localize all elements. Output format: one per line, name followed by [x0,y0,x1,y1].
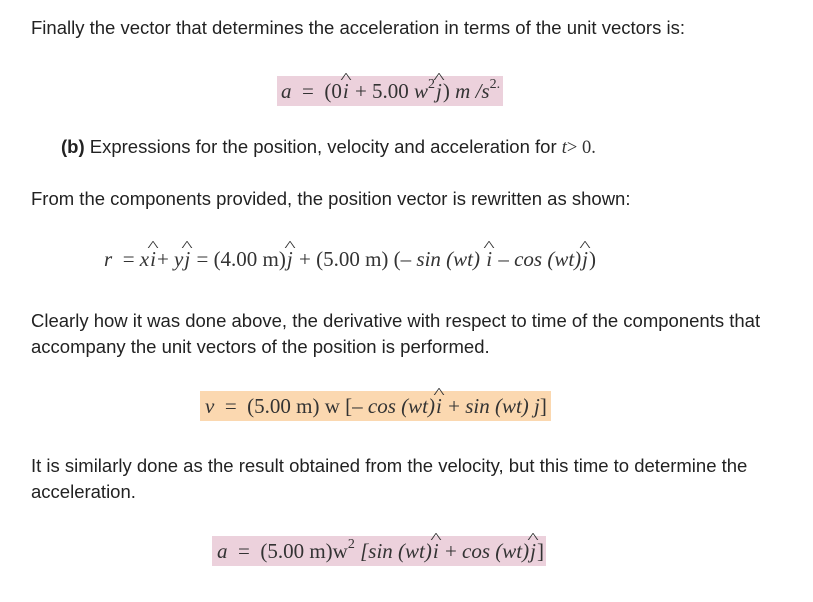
eq4-cos: cos (wt) [462,539,530,563]
eq4-plus: + [444,539,457,563]
eq1-w: w [414,79,429,103]
eq2-lhs: r [104,247,113,271]
unit-vector-j: j ^ [529,536,537,566]
eq2-x: x [139,247,150,271]
eq3-sin: sin (wt) [465,394,529,418]
eq2-plus1: + [156,247,169,271]
eq2-equals: = [122,247,135,271]
eq2-sin: sin (wt) [416,247,480,271]
eq1-exponent: 2 [428,77,436,92]
part-b-label: (b) [61,136,85,157]
eq3-close: ] [539,394,547,418]
eq3-coefficient: (5.00 m) w [247,394,340,418]
eq3-open: [– [345,394,363,418]
unit-vector-j: j ^ [581,244,589,274]
equation-acceleration [212,536,546,566]
eq4-open-sin: [sin (wt) [360,539,432,563]
eq1-unit-exponent: 2. [489,77,501,92]
paragraph-acceleration-derivation: It is similarly done as the result obtained from the velocity, but this time to determine the acceleration. [31,455,748,502]
paragraph-velocity-intro: Clearly how it was done above, the derivative with respect to time of the components that accompany the unit vectors of the position is performed. [31,310,761,357]
paragraph-part-b [61,134,596,161]
unit-vector-i: i ^ [435,391,443,421]
unit-vector-i: i ^ [432,536,440,566]
eq2-open: (– [393,247,412,271]
eq4-coefficient: (5.00 m)w [260,539,348,563]
eq2-y: y [174,247,184,271]
equation-acceleration-vector [277,76,503,106]
part-b-text: Expressions for the position, velocity and acceleration for [84,136,562,157]
eq2-plus2: + [298,247,311,271]
eq1-lhs: a [281,79,292,103]
eq1-open: (0 [324,79,342,103]
eq2-equals2: = [196,247,209,271]
eq3-plus: + [448,394,460,418]
eq2-term1: (4.00 m) [213,247,286,271]
eq3-lhs: v [205,394,215,418]
eq1-equals: = [302,79,314,103]
eq3-unit-j: j [534,394,540,418]
unit-vector-j: j ^ [183,244,191,274]
eq1-unit-s: /s [475,79,490,103]
equation-velocity [200,391,551,421]
unit-vector-j: j ^ [286,244,294,274]
unit-vector-i: i ^ [149,244,157,274]
eq2-term2: (5.00 m) [316,247,389,271]
paragraph-position-intro: From the components provided, the position vector is rewritten as shown: [31,188,631,209]
eq2-close: ) [589,247,597,271]
eq1-plus: + 5.00 [354,79,409,103]
eq4-equals: = [238,539,250,563]
eq2-minus-cos: – cos (wt) [498,247,582,271]
eq4-close: ] [536,539,544,563]
equation-position-vector [104,244,596,274]
eq4-lhs: a [217,539,228,563]
eq3-cos: cos (wt) [367,394,435,418]
part-b-math-condition: > 0. [566,138,596,158]
unit-vector-j: j ^ [435,76,443,106]
eq1-close: ) [442,79,450,103]
eq3-equals: = [224,394,237,418]
eq4-exponent: 2 [347,537,355,552]
part-b-math-t: t [561,138,567,158]
unit-vector-i: i ^ [342,76,350,106]
eq1-unit-m: m [455,79,471,103]
paragraph-acceleration-intro: Finally the vector that determines the acceleration in terms of the unit vectors is: [31,17,685,38]
unit-vector-i: i ^ [485,244,493,274]
